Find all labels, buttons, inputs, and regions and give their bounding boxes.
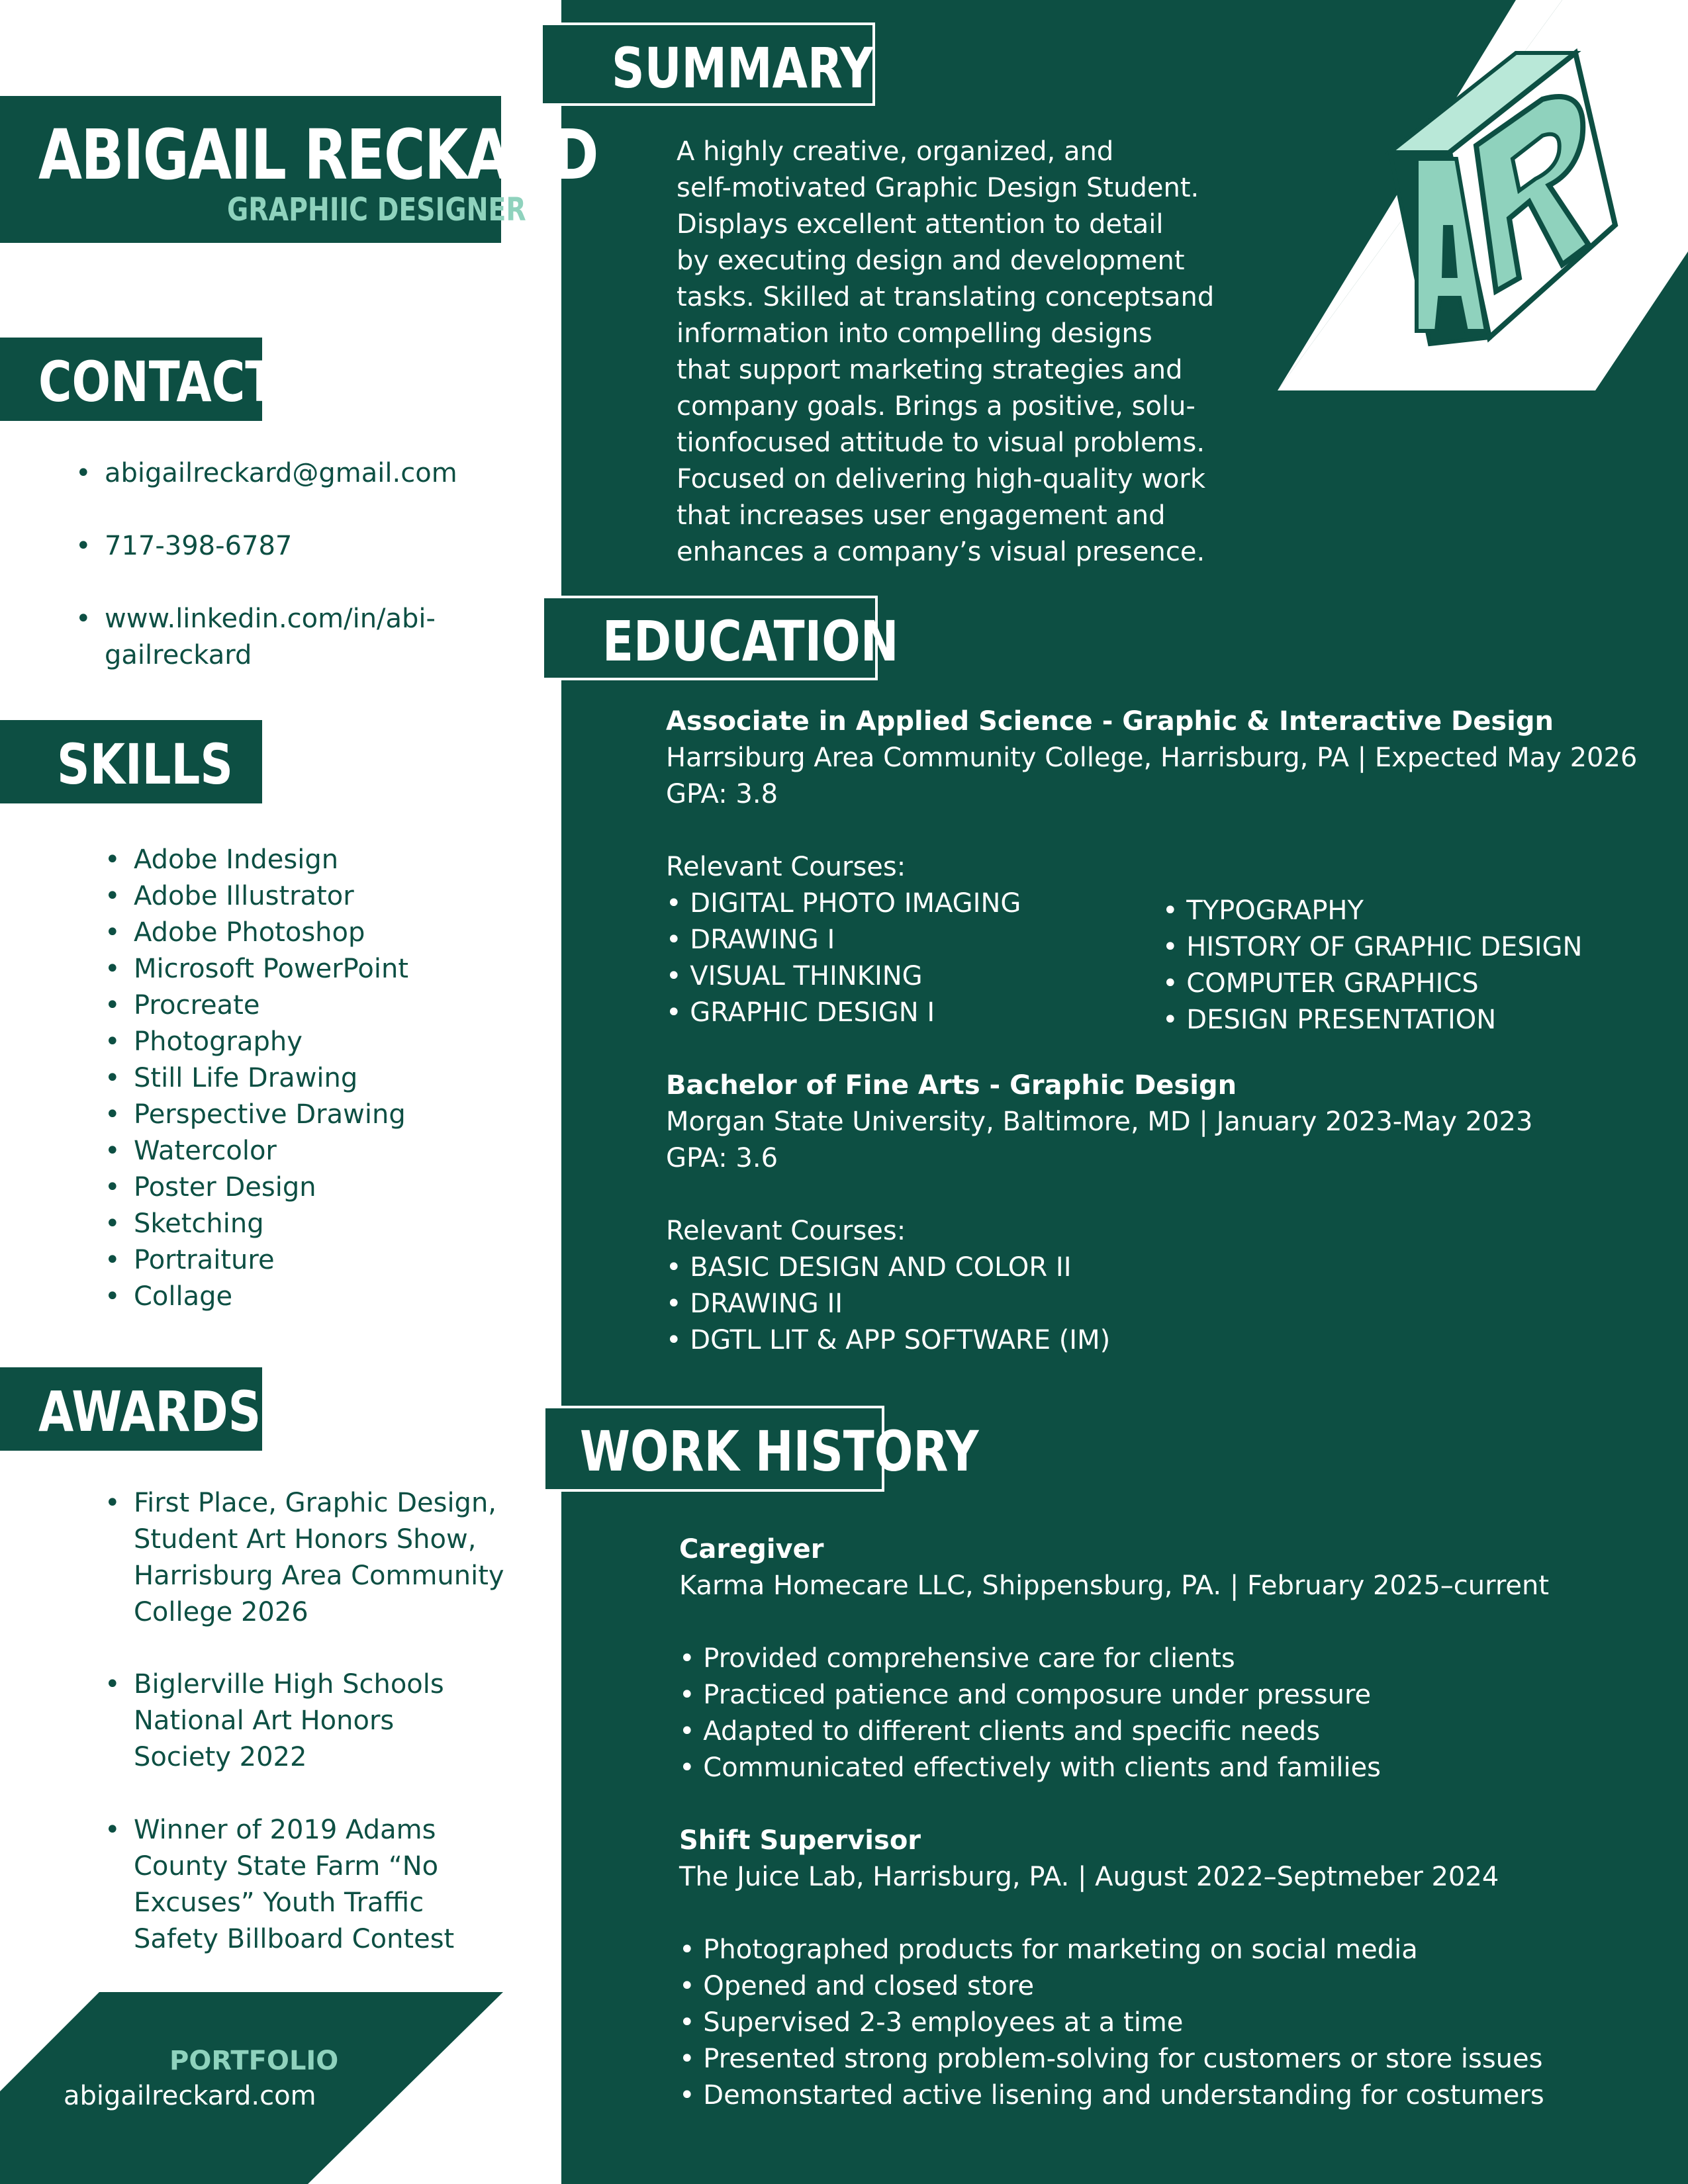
skills-heading-block	[0, 720, 262, 803]
contact-heading-block	[0, 338, 277, 421]
award-item: • Biglerville High Schools National Art Honors Society 2022	[105, 1669, 444, 1772]
skill-item: • Adobe Illustrator	[105, 881, 354, 911]
skill-item: • Portraiture	[105, 1245, 275, 1275]
skill-item: • Sketching	[105, 1208, 264, 1239]
job2-title: Shift Supervisor	[679, 1825, 921, 1856]
skill-item: • Still Life Drawing	[105, 1063, 358, 1093]
degree1-school: Harrsiburg Area Community College, Harrisburg, PA | Expected May 2026	[666, 743, 1638, 773]
job2: Shift Supervisor The Juice Lab, Harrisburg, PA. | August 2022–Septmeber 2024 • Photographed products for marketing on social media • Opened and closed store • Supervised 2-3 employees at a time • Presented strong problem-solving for customers or store issues • Demonstarted active lisening and understanding for costumers	[679, 1825, 1544, 2111]
portfolio-link[interactable]: abigailreckard.com	[64, 2081, 316, 2111]
degree2-courses-label: Relevant Courses:	[666, 1216, 906, 1246]
degree1-title: Associate in Applied Science - Graphic & Interactive Design	[666, 706, 1554, 737]
education-heading-block	[541, 596, 899, 680]
degree1-courses-label: Relevant Courses:	[666, 852, 906, 882]
degree1-gpa: GPA: 3.8	[666, 779, 778, 809]
degree2: Bachelor of Fine Arts - Graphic Design Morgan State University, Baltimore, MD | January 2023-May 2023 GPA: 3.6 Relevant Courses: • BASIC DESIGN AND COLOR II • DRAWING II • DGTL LIT & APP SOFTWARE (IM)	[666, 1070, 1533, 1355]
awards-heading-block	[0, 1367, 262, 1451]
degree2-title: Bachelor of Fine Arts - Graphic Design	[666, 1070, 1237, 1101]
awards-heading: AWARDS	[38, 1379, 261, 1444]
applicant-role: GRAPHIIC DESIGNER	[227, 191, 526, 228]
contact-linkedin[interactable]: • www.linkedin.com/in/abi- gailreckard	[75, 604, 436, 670]
job1-company: Karma Homecare LLC, Shippensburg, PA. | February 2025–current	[679, 1570, 1550, 1601]
letter-block-logo-icon	[1377, 26, 1642, 371]
work-heading: WORK HISTORY	[580, 1419, 979, 1484]
degree1: Associate in Applied Science - Graphic & Interactive Design Harrsiburg Area Community College, Harrisburg, PA | Expected May 2026 GPA: 3.8 Relevant Courses: • DIGITAL PHOTO IMAGING • DRAWING I • VISUAL THINKING • GRAPHIC DESIGN I	[666, 706, 1638, 1028]
contact-phone[interactable]: • 717-398-6787	[75, 531, 293, 561]
contact-heading: CONTACT	[38, 349, 277, 414]
portfolio-label: PORTFOLIO	[169, 2046, 339, 2076]
summary-heading: SUMMARY	[612, 36, 874, 101]
skill-item: • Photography	[105, 1026, 303, 1057]
education-heading: EDUCATION	[602, 609, 899, 674]
summary-heading-block	[540, 23, 875, 106]
job1-title: Caregiver	[679, 1534, 824, 1565]
skills-heading: SKILLS	[57, 732, 234, 797]
award-item: • Winner of 2019 Adams County State Farm “No Excuses” Youth Traffic Safety Billboard Contest	[105, 1815, 455, 1954]
job2-company: The Juice Lab, Harrisburg, PA. | August 2022–Septmeber 2024	[679, 1862, 1499, 1892]
work-heading-block	[543, 1406, 979, 1492]
skill-item: • Adobe Photoshop	[105, 917, 365, 948]
skill-item: • Poster Design	[105, 1172, 316, 1203]
skill-item: • Microsoft PowerPoint	[105, 954, 408, 984]
contact-email[interactable]: • abigailreckard@gmail.com	[75, 458, 457, 488]
award-item: • First Place, Graphic Design, Student Art Honors Show, Harrisburg Area Community College 2026	[105, 1488, 504, 1627]
degree1-courses-right: • TYPOGRAPHY • HISTORY OF GRAPHIC DESIGN • COMPUTER GRAPHICS • DESIGN PRESENTATION	[1162, 895, 1583, 1035]
skill-item: • Perspective Drawing	[105, 1099, 406, 1130]
applicant-name: ABIGAIL RECKARD	[38, 114, 598, 195]
skill-item: • Watercolor	[105, 1136, 277, 1166]
skills-list	[105, 842, 408, 1315]
skill-item: • Procreate	[105, 990, 260, 1021]
name-banner	[0, 96, 598, 243]
job1: Caregiver Karma Homecare LLC, Shippensburg, PA. | February 2025–current • Provided comprehensive care for clients • Practiced patience and composure under pressure • Adapted to different clients and specific needs • Communicated effectively with clients and families	[679, 1534, 1550, 1783]
skill-item: • Adobe Indesign	[105, 844, 339, 875]
summary-text: A highly creative, organized, and self-motivated Graphic Design Student. Displays excellent attention to detail by executing design and development tasks. Skilled at translating conceptsand information into compelling designs that support marketing strategies and company goals. Brings a positive, solu- tionfocused attitude to visual problems. Focused on delivering high-quality work that increases user engagement and enhances a company’s visual presence.	[677, 136, 1215, 567]
skill-item: • Collage	[105, 1281, 233, 1312]
degree2-school: Morgan State University, Baltimore, MD | January 2023-May 2023	[666, 1107, 1533, 1137]
degree2-gpa: GPA: 3.6	[666, 1143, 778, 1173]
